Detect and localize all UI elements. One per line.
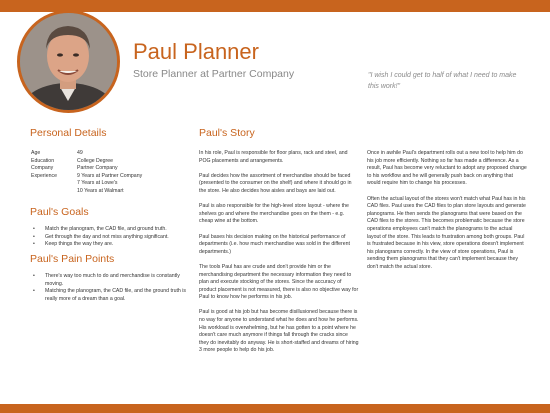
detail-label [31, 180, 77, 188]
story-paragraph: Paul is good at his job but has become disillusioned because there is no way for anyone to understand what he does and how he performs. His workload is overwhelming, but he has gotten to a point where he doesn't care much anymore if things fall through the cracks since they do inevitably do anyway. He is short-staffed and dreams of hiring 3 more people to help do his job. [199, 309, 359, 354]
list-item: • Keep things the way they are. [31, 241, 191, 249]
persona-quote: "I wish I could get to half of what I need to make this work!" [368, 72, 517, 90]
story-heading: Paul's Story [199, 127, 255, 139]
story-column-left [199, 150, 359, 363]
detail-row [31, 150, 142, 158]
avatar [17, 10, 120, 113]
story-paragraph: In his role, Paul is responsible for floor plans, rack and steel, and POG placements and arrangements. [199, 150, 348, 164]
detail-row [31, 173, 142, 181]
detail-value: Partner Company [77, 165, 118, 171]
detail-label: Education [31, 157, 55, 164]
detail-label [31, 188, 77, 196]
bottom-accent-bar [0, 404, 550, 413]
story-paragraph: Once in awhile Paul's department rolls out a new tool to help him do his job more efficiently. Nothing so far has made a difference. As a result, Paul has become very reluctant to adopt any proposed change to his workflow and he will generally push back on anything that would require him to change his processes. [367, 150, 527, 187]
detail-value: 9 Years at Partner Company [77, 172, 143, 179]
detail-row [31, 165, 142, 173]
story-paragraph: The tools Paul has are crude and don't provide him or the merchandising department the necessary information they need to plan and execute stocking of the stores. Since the accuracy of product placement is not measured, there is also no objective way for Paul to know how he performs in his job. [199, 263, 359, 301]
story-paragraph: Paul bases his decision making on the historical performance of departments (i.e. how much merchandise was sold in the different departments.) [199, 233, 350, 255]
personal-details-table [31, 150, 142, 195]
detail-value: College Degree [77, 157, 114, 164]
list-item: • Match the planogram, the CAD file, and ground truth. [31, 226, 191, 234]
detail-row [31, 158, 142, 166]
detail-value: 49 [77, 150, 83, 156]
story-column-right [367, 150, 527, 279]
detail-value: 7 Years at Lowe's [77, 180, 118, 186]
list-item: • There's way too much to do and merchandise is constantly moving. [31, 273, 191, 288]
list-item: • Matching the planogram, the CAD file, and the ground truth is really more of a dream than a goal. [31, 288, 191, 303]
story-paragraph: Often the actual layout of the stores won't match what Paul has in his CAD files. Paul uses the CAD files to plan store layouts and generate planograms. He then sends the planograms that were based on the CAD files to the stores. This becomes problematic because the store operations employees can't match the planograms to the actual layout of the store. This leads to frustration among both groups. Paul is frustrated because in his view, store operations doesn't implement his planograms correctly. In the view of store operations, Paul is sending them planograms that they can't implement because they don't match the actual store. [367, 195, 526, 270]
pain-points-heading: Paul's Pain Points [30, 253, 115, 265]
detail-label: Age [31, 150, 41, 156]
list-item: • Get through the day and not miss anything significant. [31, 234, 191, 242]
detail-row [31, 188, 142, 196]
detail-row [31, 180, 142, 188]
persona-job-title: Store Planner at Partner Company [133, 68, 295, 80]
detail-label: Experience [31, 172, 57, 179]
top-accent-bar [0, 0, 550, 12]
detail-value: 10 Years at Walmart [77, 187, 124, 194]
goals-list [31, 226, 191, 249]
personal-details-heading: Personal Details [30, 127, 107, 139]
detail-label: Company [31, 165, 54, 171]
avatar-photo [20, 13, 117, 110]
story-paragraph: Paul is also responsible for the high-level store layout - where the shelves go and where the merchandise goes on the them - e.g. cheap wine at the bottom. [199, 203, 349, 225]
pain-points-list [31, 273, 191, 303]
persona-name: Paul Planner [133, 39, 259, 64]
goals-heading: Paul's Goals [30, 206, 89, 218]
story-paragraph: Paul decides how the assortment of merchandise should be faced (presented to the consumer on the shelf) and where it should go in the store. He also decides how aisles and bays are laid out. [199, 172, 352, 194]
